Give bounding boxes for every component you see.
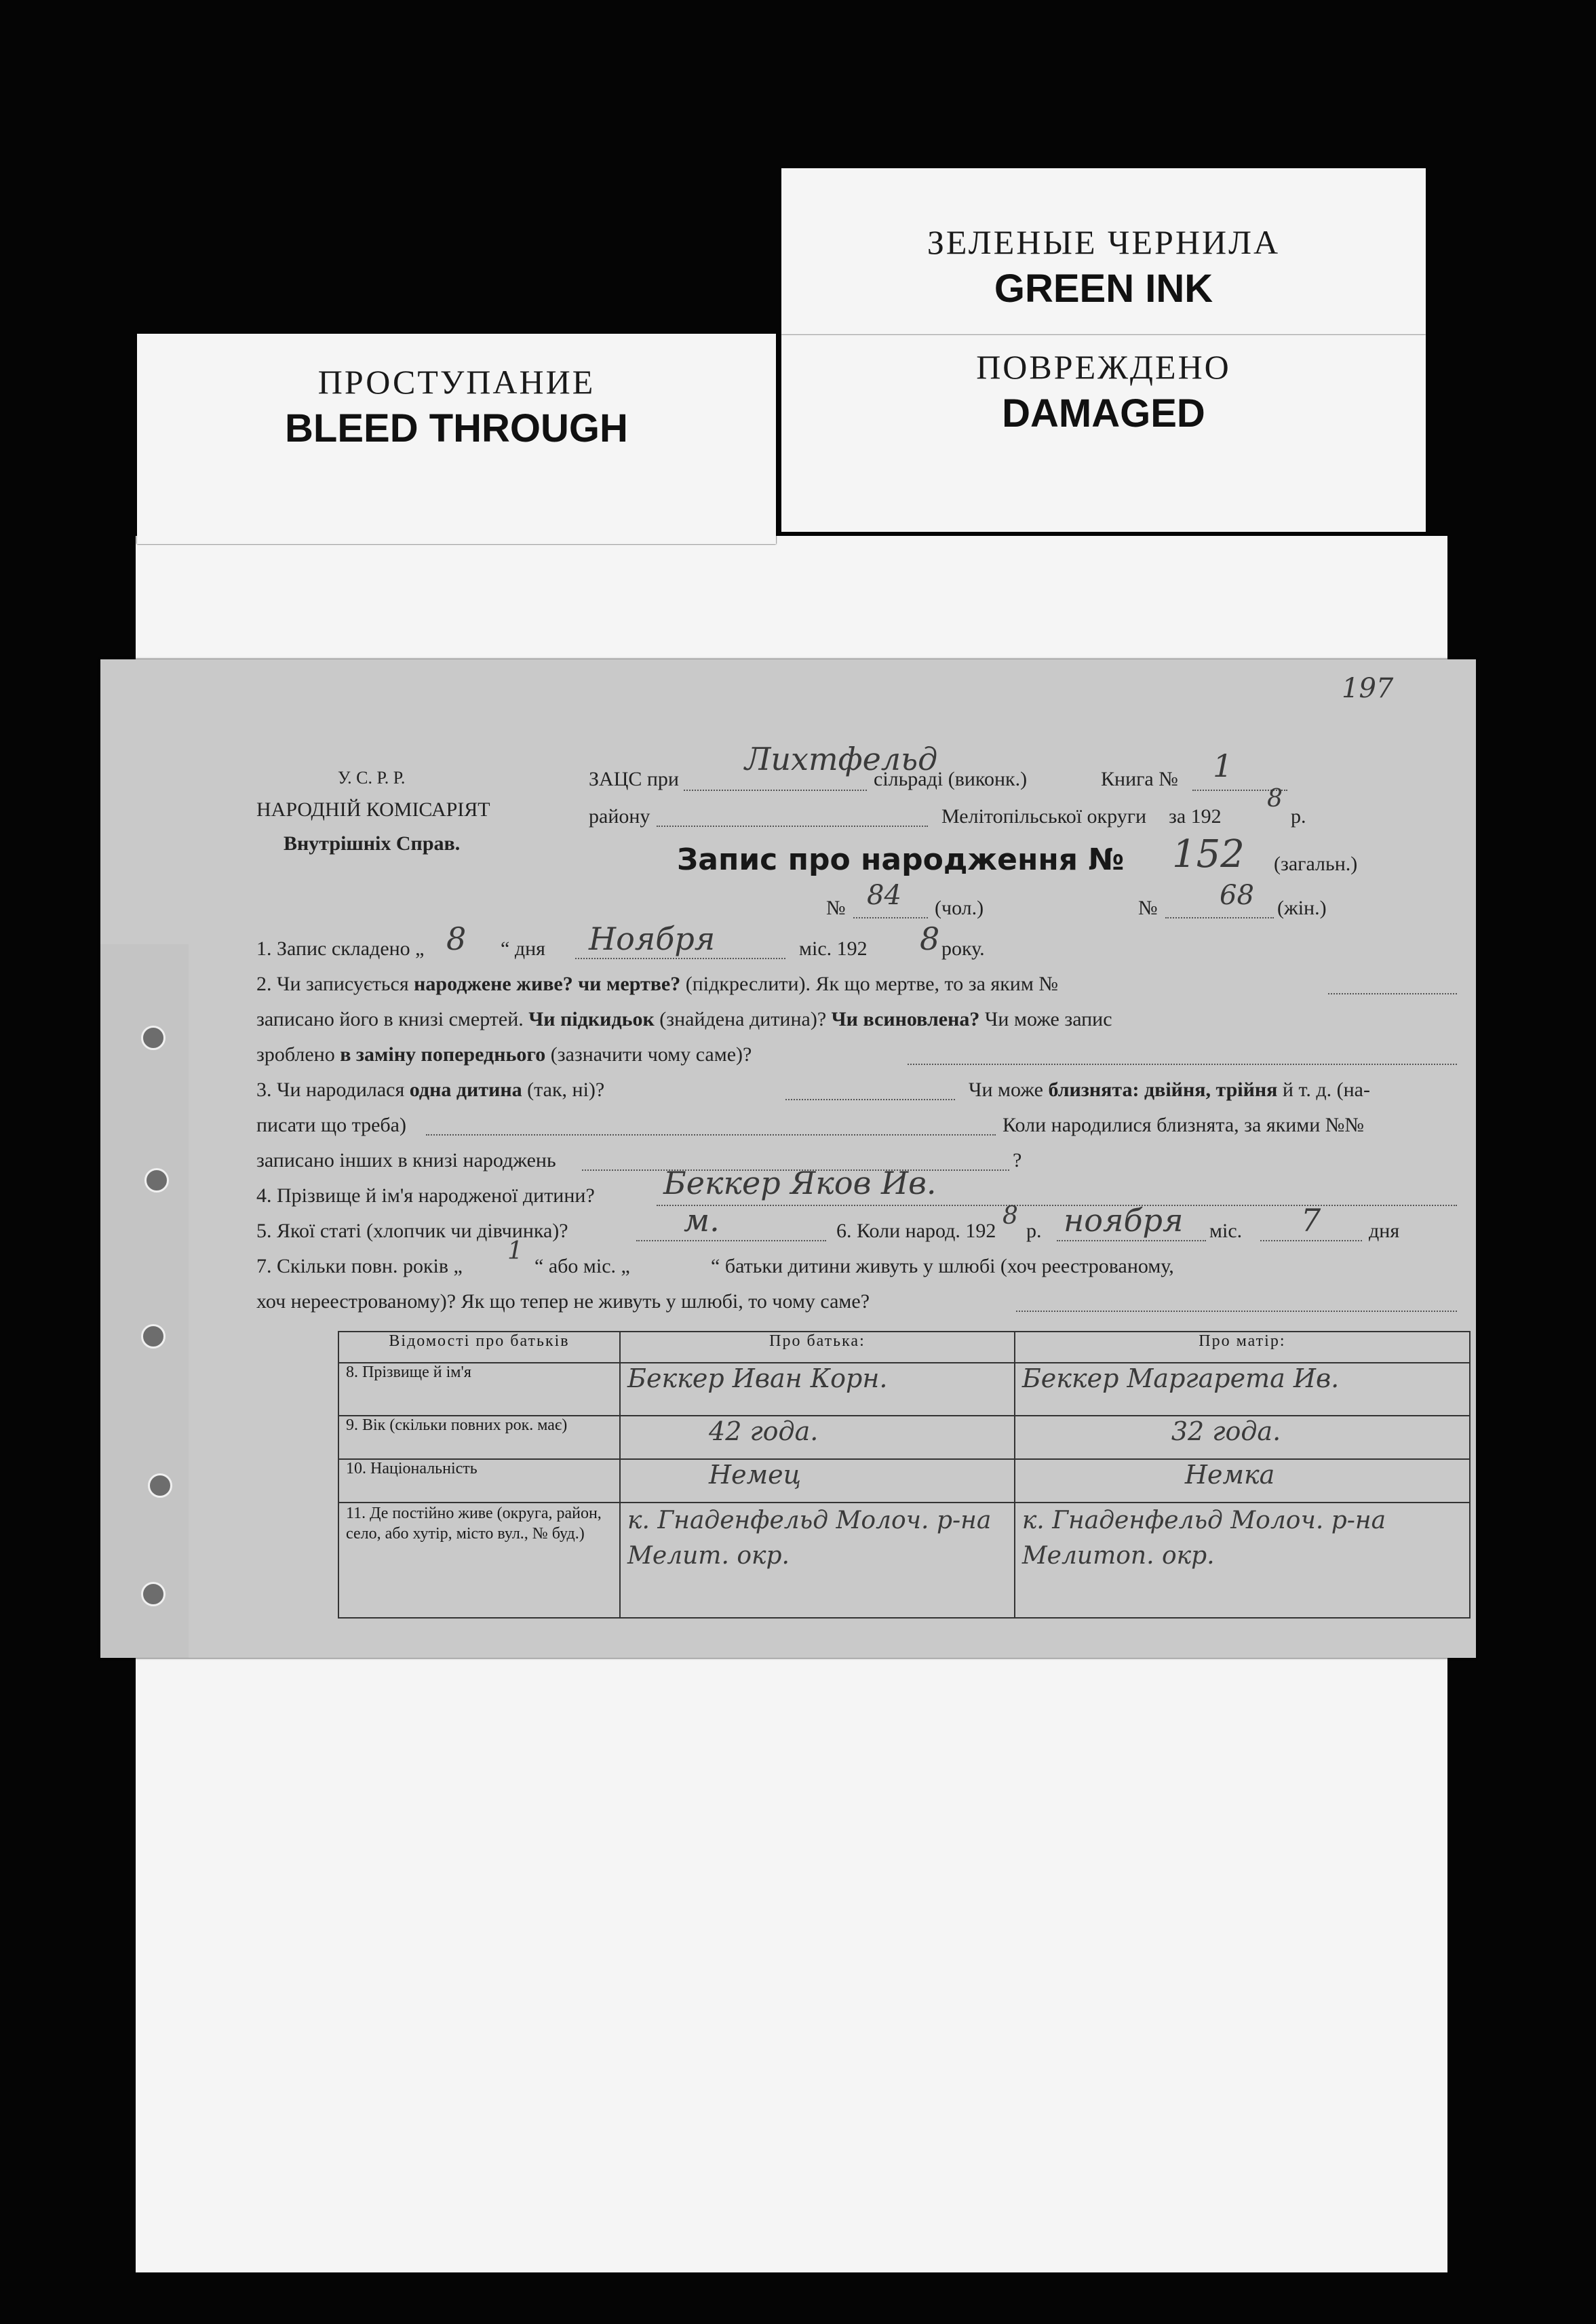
year-r: р. — [1291, 805, 1306, 828]
birth-month: ноября — [1064, 1202, 1184, 1239]
father-nationality: Немец — [620, 1459, 1015, 1503]
damaged-en: DAMAGED — [1002, 391, 1205, 435]
birth-record-card — [100, 659, 1476, 1658]
table-row — [338, 1416, 1470, 1459]
row-label: 9. Вік (скільки повних рок. має) — [338, 1416, 620, 1459]
q7-text-a: 7. Скільки повн. років „ — [256, 1255, 463, 1277]
org-ussr: У. С. Р. Р. — [338, 768, 406, 788]
number-sign-male: № — [826, 897, 846, 919]
q1-text-c: міс. 192 — [799, 937, 868, 960]
q7-text-b: “ або міс. „ — [534, 1255, 630, 1277]
punch-hole — [141, 1324, 166, 1349]
q1-text-b: “ дня — [501, 937, 545, 960]
bleed-through-card — [137, 334, 776, 544]
year-label: за 192 — [1169, 805, 1222, 828]
q2-line-1: 2. Чи записується народжене живе? чи мертве? (підкреслити). Як що мертве, то за яким № — [256, 973, 1058, 995]
header-parents-info: Відомості про батьків — [338, 1332, 620, 1363]
q1-year: 8 — [920, 921, 940, 957]
row-label: 11. Де постійно живе (округа, район, село, або хутір, місто вул., № буд.) — [338, 1503, 620, 1618]
torn-flap — [100, 944, 189, 1658]
number-sign-female: № — [1138, 897, 1158, 919]
damaged-ru: ПОВРЕЖДЕНО — [976, 348, 1231, 386]
table-row — [338, 1363, 1470, 1416]
zags-label: ЗАЦС при — [589, 768, 679, 790]
q3-line-3b: ? — [1013, 1149, 1022, 1171]
green-ink-card — [781, 168, 1426, 345]
q6-mis: міс. — [1209, 1220, 1243, 1242]
village-name: Лихтфельд — [745, 741, 938, 777]
q6-dnia: дня — [1369, 1220, 1400, 1242]
org-internal-affairs: Внутрішніх Справ. — [284, 832, 461, 855]
father-residence: к. Гнаденфельд Молоч. р-на Мелит. окр. — [620, 1503, 1015, 1618]
mother-age: 32 года. — [1015, 1416, 1470, 1459]
punch-hole — [141, 1026, 166, 1050]
header-mother: Про матір: — [1015, 1332, 1470, 1363]
mother-residence: к. Гнаденфельд Молоч. р-на Мелитоп. окр. — [1015, 1503, 1470, 1618]
book-label: Книга № — [1101, 768, 1178, 790]
parents-table — [338, 1331, 1471, 1619]
q3-line-3a: записано інших в книзі народжень — [256, 1149, 556, 1171]
green-ink-ru: ЗЕЛЕНЫЕ ЧЕРНИЛА — [927, 223, 1281, 261]
q3-line-2b: Коли народилися близнята, за якими №№ — [1003, 1114, 1365, 1136]
punch-hole — [141, 1582, 166, 1606]
q1-text-a: 1. Запис складено „ — [256, 937, 425, 960]
org-commissariat: НАРОДНІЙ КОМІСАРІЯТ — [256, 798, 490, 821]
mother-name: Беккер Маргарета Ив. — [1015, 1363, 1470, 1416]
bleed-through-en: BLEED THROUGH — [285, 406, 628, 450]
q3-line-2a: писати що треба) — [256, 1114, 406, 1136]
silradi-label: сільраді (виконк.) — [874, 768, 1028, 790]
header-father: Про батька: — [620, 1332, 1015, 1363]
q7-text-d: хоч нереестрованому)? Як що тепер не живуть у шлюбі, то чому саме? — [256, 1290, 870, 1313]
table-header-row — [338, 1332, 1470, 1363]
damaged-card — [781, 335, 1426, 532]
punch-hole — [144, 1168, 169, 1193]
q3-line-1: 3. Чи народилася одна дитина (так, ні)? — [256, 1079, 605, 1101]
q1-month: Ноября — [589, 921, 716, 957]
book-number: 1 — [1213, 748, 1233, 784]
record-title: Запис про народження № — [677, 843, 1125, 877]
page-number: 197 — [1342, 673, 1394, 704]
female-number: 68 — [1220, 880, 1254, 911]
record-year: 8 — [1267, 785, 1283, 813]
green-ink-en: GREEN INK — [994, 267, 1213, 311]
q1-text-d: року. — [941, 937, 985, 960]
male-label: (чол.) — [935, 897, 984, 919]
father-age: 42 года. — [620, 1416, 1015, 1459]
male-number: 84 — [867, 880, 901, 911]
q6-r: р. — [1026, 1220, 1042, 1242]
father-name: Беккер Иван Корн. — [620, 1363, 1015, 1416]
q3-line-1b: Чи може близнята: двійня, трійня й т. д. (на- — [969, 1079, 1370, 1101]
q2-line-2: записано його в книзі смертей. Чи підкидьок (знайдена дитина)? Чи всиновлена? Чи може запис — [256, 1008, 1112, 1030]
q4-text: 4. Прізвище й ім'я народженої дитини? — [256, 1184, 595, 1207]
okruha-label: Мелітопільської округи — [941, 805, 1147, 828]
record-content — [189, 659, 1476, 1658]
row-label: 10. Національність — [338, 1459, 620, 1503]
q7-text-c: “ батьки дитини живуть у шлюбі (хоч реестрованому, — [711, 1255, 1174, 1277]
child-sex: м. — [684, 1202, 720, 1239]
general-label: (загальн.) — [1274, 853, 1358, 875]
marriage-years: 1 — [507, 1237, 523, 1265]
child-name: Беккер Яков Ив. — [663, 1165, 937, 1201]
raion-label: району — [589, 805, 650, 828]
row-label: 8. Прізвище й ім'я — [338, 1363, 620, 1416]
table-row — [338, 1459, 1470, 1503]
punch-hole — [148, 1473, 172, 1498]
mother-nationality: Немка — [1015, 1459, 1470, 1503]
birth-day: 7 — [1301, 1202, 1321, 1239]
q6-text: 6. Коли народ. 192 — [836, 1220, 996, 1242]
table-row — [338, 1503, 1470, 1618]
female-label: (жін.) — [1277, 897, 1327, 919]
q5-text: 5. Якої статі (хлопчик чи дівчинка)? — [256, 1220, 568, 1242]
birth-year: 8 — [1003, 1202, 1018, 1230]
q2-line-3: зроблено в заміну попереднього (зазначити чому саме)? — [256, 1043, 752, 1066]
bleed-through-ru: ПРОСТУПАНИЕ — [317, 363, 596, 401]
q1-day: 8 — [446, 921, 467, 957]
record-number: 152 — [1172, 832, 1245, 876]
